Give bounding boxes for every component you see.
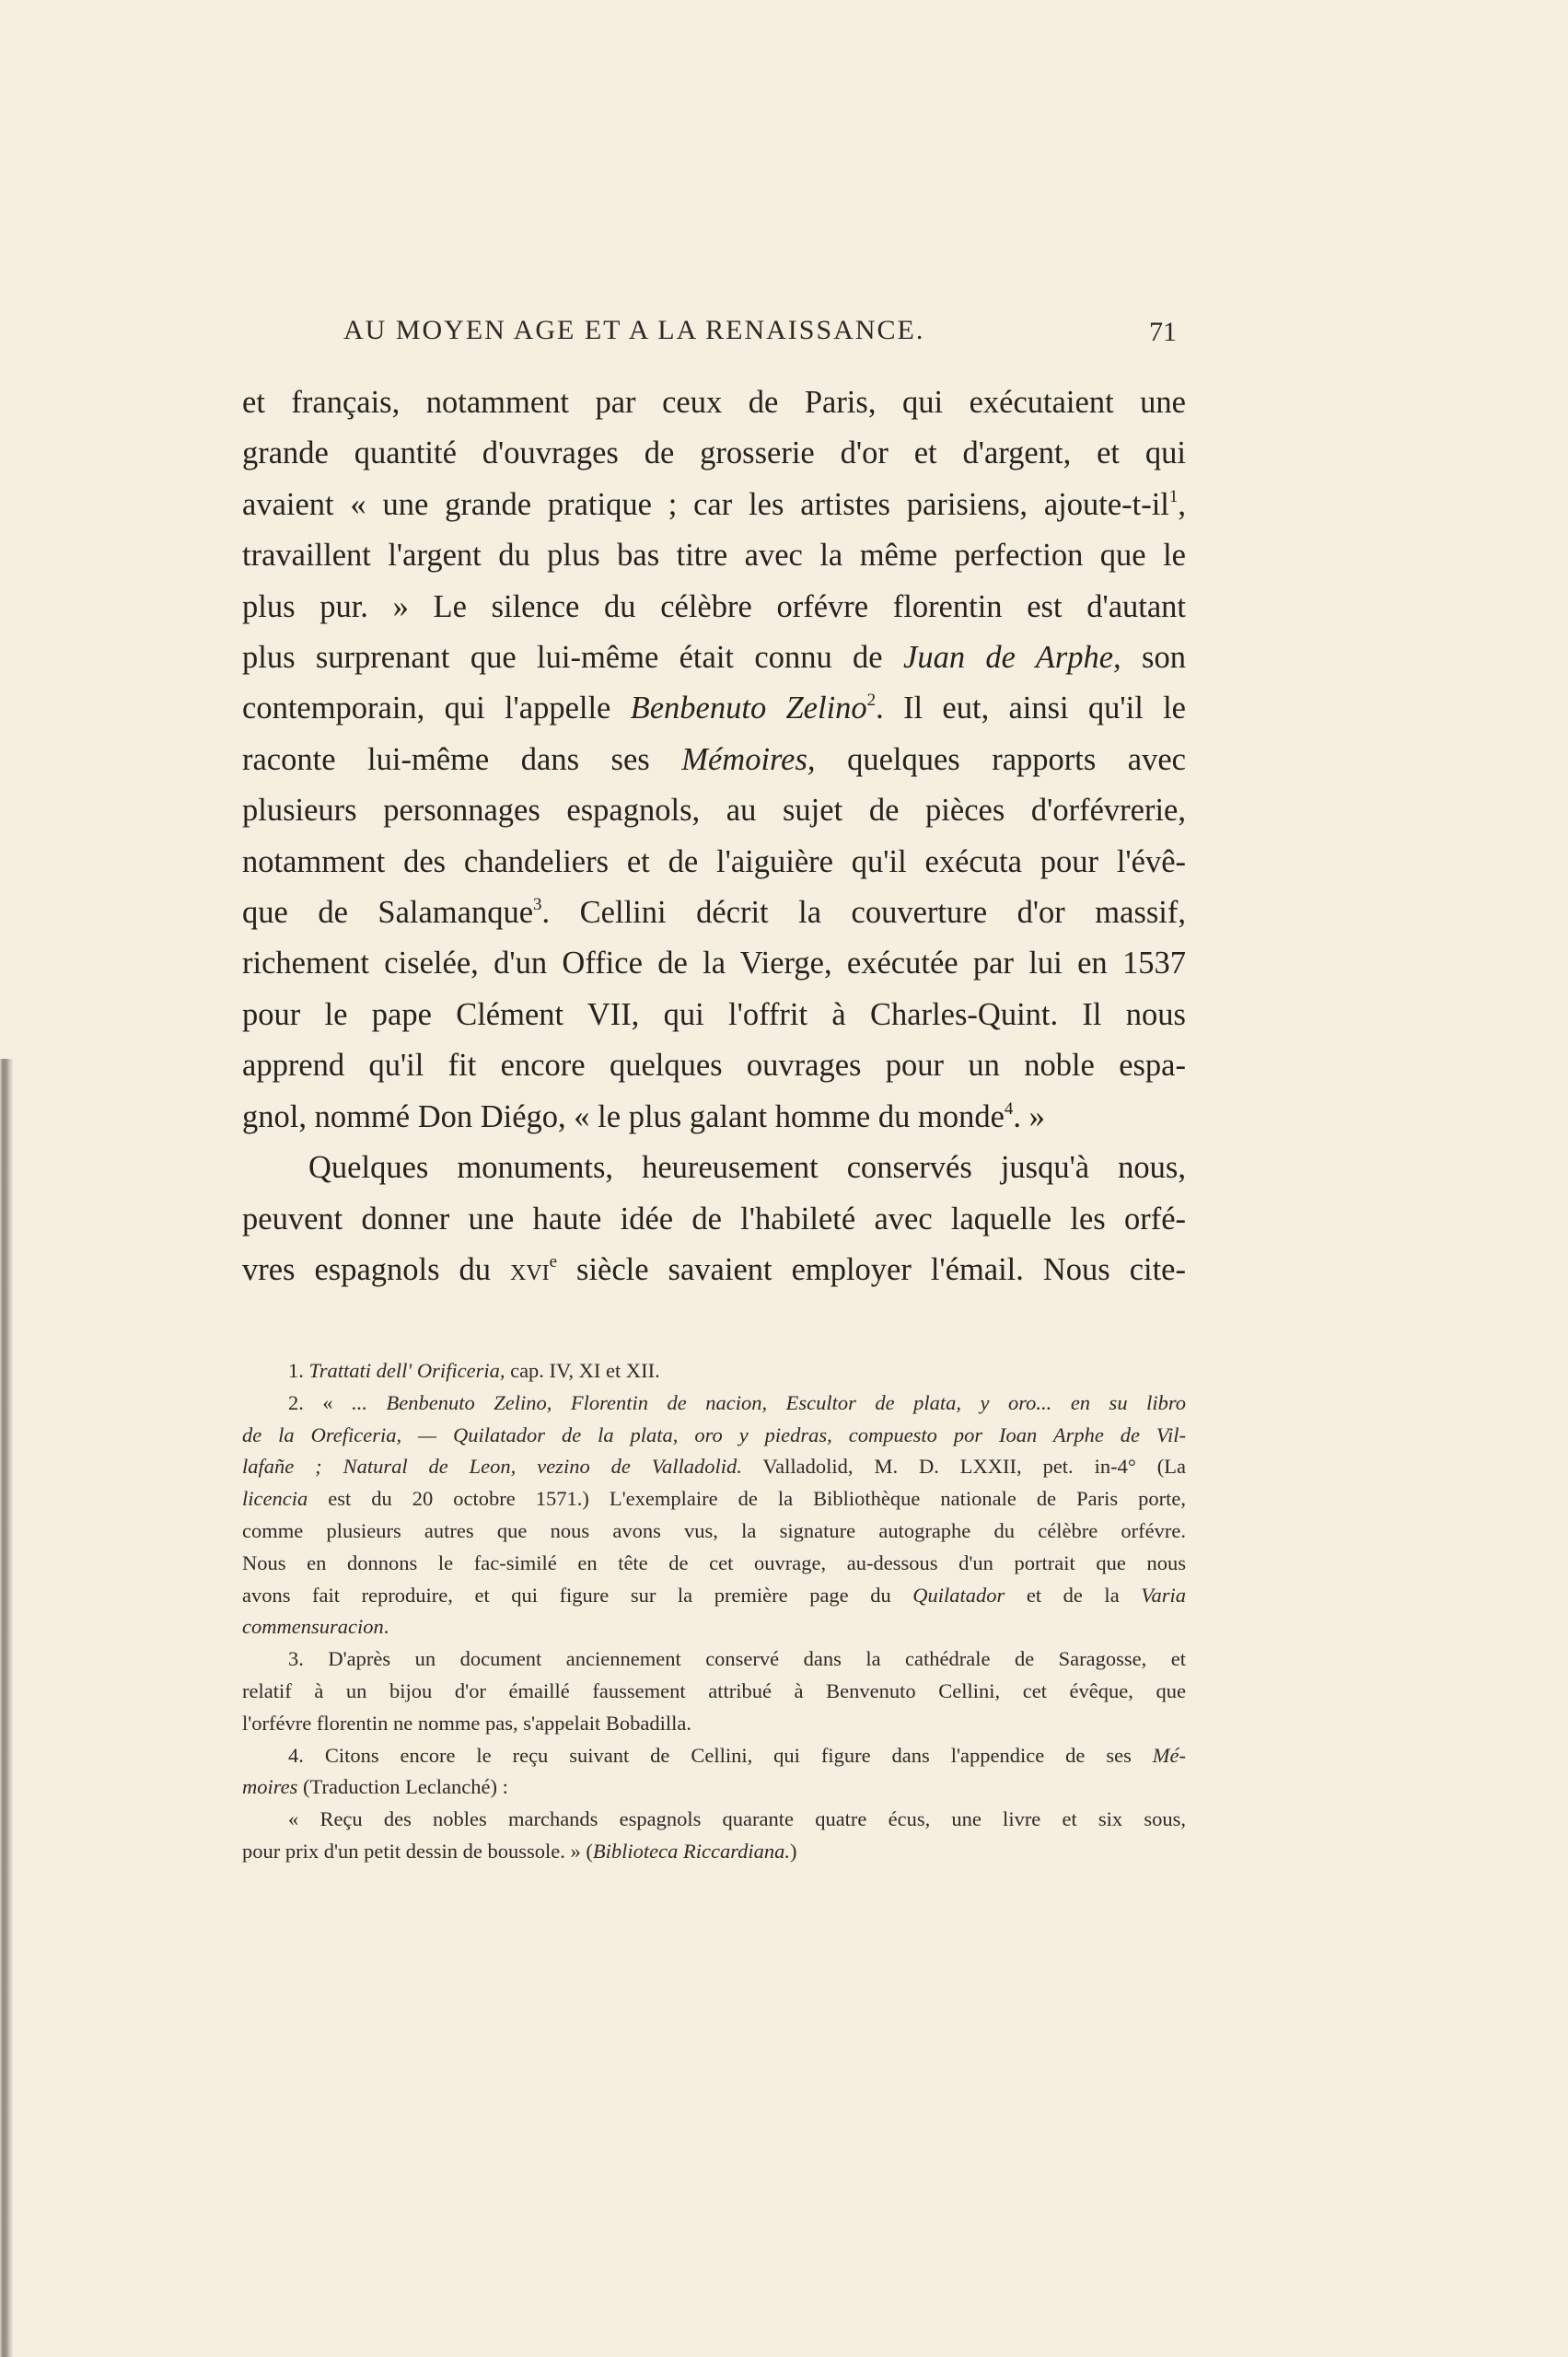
running-head — [343, 315, 1186, 361]
text-line: vres espagnols du xvi$^e$ siècle savaient employer l'émail. Nous cite- — [242, 1251, 1186, 1287]
footnote-ref-4[interactable]: 4 — [1004, 1098, 1014, 1119]
text-line: pour le pape Clément VII, qui l'offrit à Charles-Quint. Il nous — [242, 996, 1186, 1032]
text-line: peuvent donner une haute idée de l'habileté avec laquelle les orfé- — [242, 1201, 1186, 1237]
text-line: apprend qu'il fit encore quelques ouvrages pour un noble espa- — [242, 1048, 1186, 1084]
text-line: et français, notamment par ceux de Paris, qui exécutaient une — [242, 385, 1186, 420]
body-text — [242, 377, 1186, 1295]
text-line: contemporain, qui l'appelle Benbenuto Zelino$^2$. Il eut, ainsi qu'il le — [242, 691, 1186, 726]
footnote-4: 4. Citons encore le reçu suivant de Cellini, qui figure dans l'appendice de ses Mé- moires (Traduction Leclanché) : « Reçu des nobles marchands espagnols quarante quatre écus, une livre et six sous, pour prix d'un petit dessin de boussole. » (Biblioteca Riccardiana.) — [242, 1743, 1186, 1863]
footnote-ref-3[interactable]: 3 — [533, 894, 542, 914]
footnotes — [242, 1355, 1186, 1868]
footnote-number: 4. — [288, 1743, 304, 1767]
footnote-ref-2[interactable]: 2 — [866, 691, 877, 711]
footnote-3: 3. D'après un document anciennement conservé dans la cathédrale de Saragosse, et relatif à un bijou d'or émaillé faussement attribué à Benvenuto Cellini, cet évêque, que l'orfévre florentin ne nomme pas, s'appelait Bobadilla. — [242, 1647, 1186, 1735]
text-line: plusieurs personnages espagnols, au sujet de pièces d'orfévrerie, — [242, 793, 1186, 829]
book-binding-edge — [0, 1059, 13, 2357]
text-line: richement ciselée, d'un Office de la Vierge, exécutée par lui en 1537 — [242, 946, 1186, 981]
paragraph — [242, 377, 1186, 1143]
text-line: travaillent l'argent du plus bas titre avec la même perfection que le — [242, 538, 1186, 574]
text-line: que de Salamanque$^3$. Cellini décrit la couverture d'or massif, — [242, 894, 1186, 931]
text-line: avaient « une grande pratique ; car les artistes parisiens, ajoute-$t-il^1$, — [242, 486, 1186, 522]
text-line: plus surprenant que lui-même était connu de Juan de Arphe, son — [242, 640, 1186, 676]
text-line: raconte lui-même dans ses Mémoires, quelques rapports avec — [242, 741, 1186, 777]
paragraph — [242, 1143, 1186, 1295]
footnote-number: 2. — [288, 1390, 304, 1414]
italic-name: Juan de Arphe, — [903, 640, 1121, 676]
footnote-ref-1[interactable]: 1 — [1168, 486, 1179, 506]
footnote-number: 1. — [288, 1359, 304, 1382]
italic-title: Mémoires, — [681, 741, 816, 777]
text-line: notamment des chandeliers et de l'aiguière qu'il exécuta pour l'évê- — [242, 843, 1186, 879]
italic-name: Benbenuto Zelino — [630, 691, 867, 726]
footnote-1: 1. Trattati dell' Orificeria, cap. IV, XI et XII. — [288, 1359, 660, 1382]
footnote-2: 2. « ... Benbenuto Zelino, Florentin de nacion, Escultor de plata, y oro... en su libro de la Oreficeria, — Quilatador de la plata, oro y piedras, compuesto por Ioan Arphe de Vil- lafañe ; Natural de Leon, vezino de Valladolid. Valladolid, M. D. LXXII, pet. in-4° (La licencia est du 20 octobre 1571.) L'exemplaire de la Bibliothèque nationale de Paris porte, comme plusieurs autres que nous avons vus, la signature autographe du célèbre orfévre. Nous en donnons le fac-similé en tête de cet ouvrage, au-dessous d'un portrait que nous avons fait reproduire, et qui figure sur la première page du Quilatador et de la Varia commensuracion. — [242, 1390, 1186, 1639]
text-line: plus pur. » Le silence du célèbre orfévre florentin est d'autant — [242, 588, 1186, 624]
page-number: 71 — [1149, 317, 1177, 347]
text-line: Quelques monuments, heureusement conservés jusqu'à nous, — [308, 1150, 1186, 1186]
running-head-title: AU MOYEN AGE ET A LA RENAISSANCE. — [343, 315, 925, 345]
footnote-number: 3. — [288, 1647, 304, 1671]
text-line: grande quantité d'ouvrages de grosserie d'or et d'argent, et qui — [242, 435, 1186, 471]
text-line: gnol, nommé Don Diégo, « le plus galant homme du monde$^4$. » — [242, 1098, 1045, 1134]
century-numeral: xvi — [509, 1251, 550, 1287]
